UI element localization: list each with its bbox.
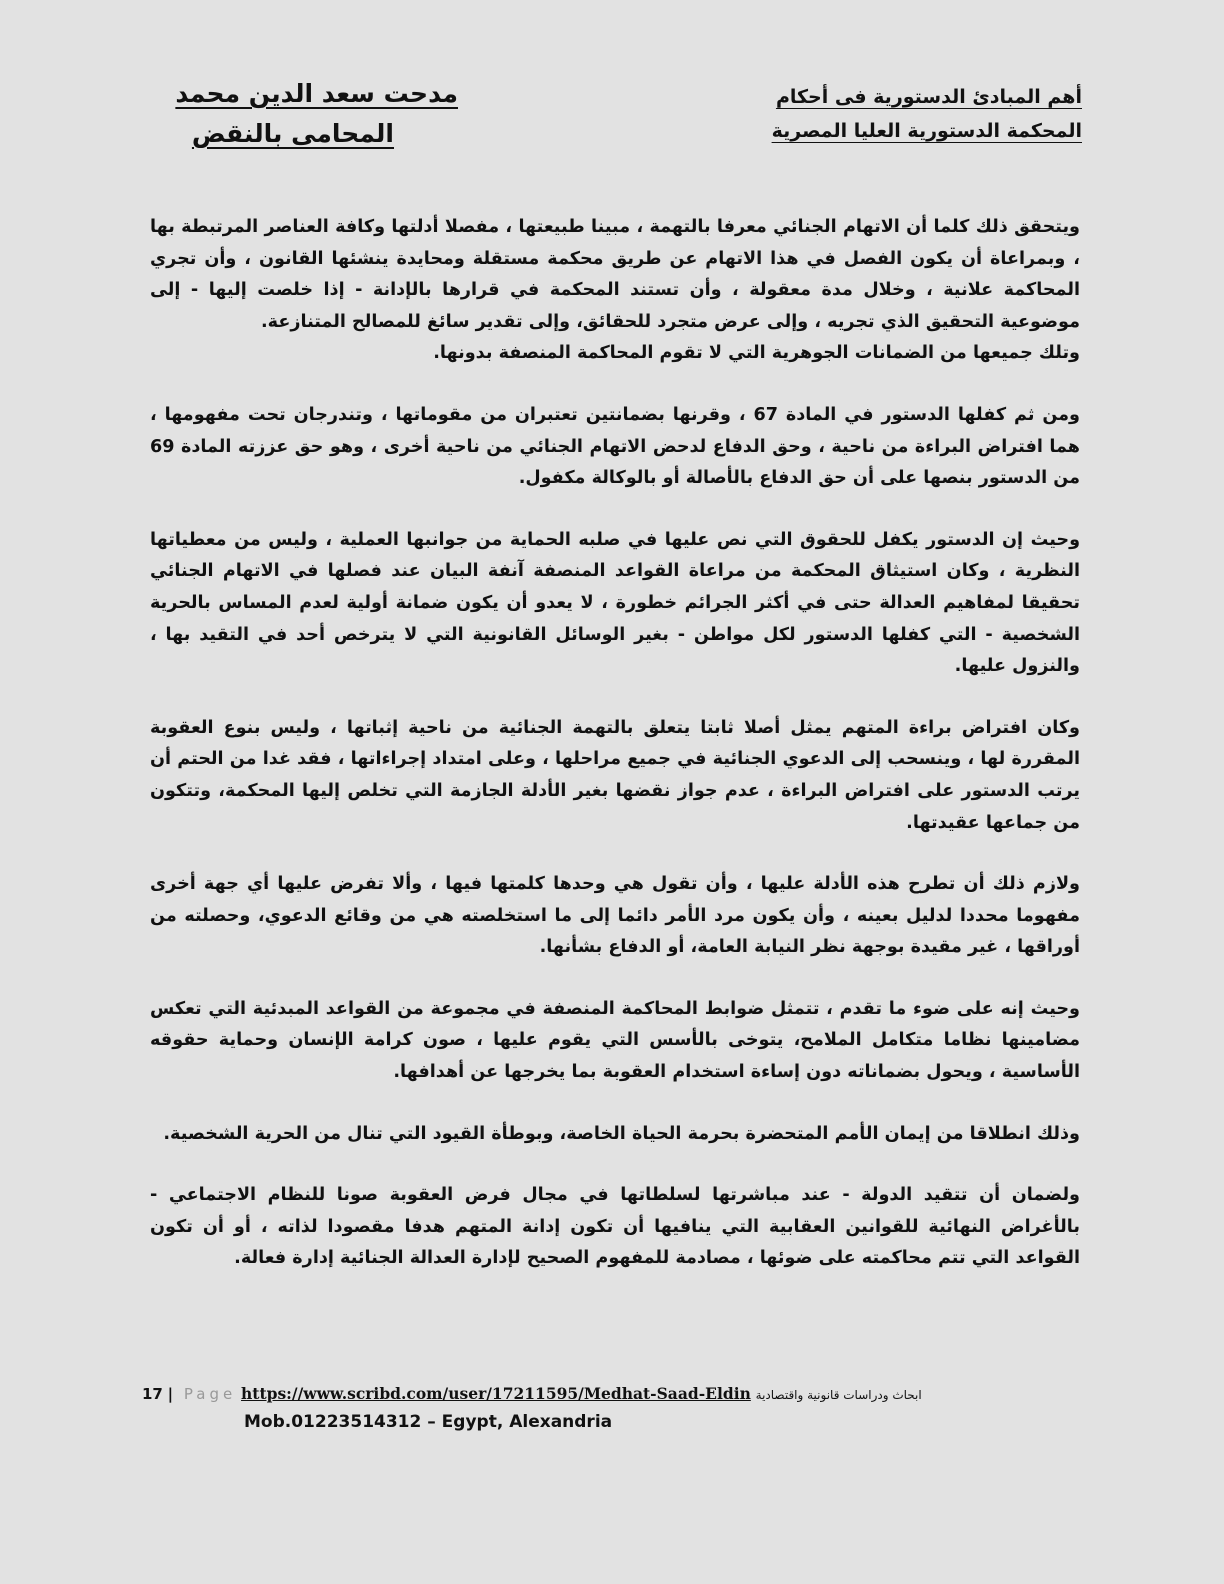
paragraph: ومن ثم كفلها الدستور في المادة 67 ، وقرنها بضمانتين تعتبران من مقوماتها ، وتندرجان تحت مفهومها ، هما افتراض البراءة من ناحية ، وحق الدفاع لدحض الاتهام الجنائي من ناحية أخرى ، وهو حق عززته المادة 69 من الدستور بنصها على أن حق الدفاع بالأصالة أو بالوكالة مكفول. <box>150 404 1080 489</box>
book-title-line2: المحكمة الدستورية العليا المصرية <box>771 120 1082 142</box>
author-name: مدحت سعد الدين محمد <box>175 79 458 108</box>
author-title: المحامى بالنقض <box>191 119 394 148</box>
page-number: 17 <box>142 1385 163 1403</box>
document-body <box>150 212 1080 1305</box>
paragraph: وحيث إنه على ضوء ما تقدم ، تتمثل ضوابط المحاكمة المنصفة في مجموعة من القواعد المبدئية التي تعكس مضامينها نظاما متكامل الملامح، يتوخى بالأسس التي يقوم عليها ، صون كرامة الإنسان وحماية حقوقه الأساسية ، ويحول بضماناته دون إساءة استخدام العقوبة بما يخرجها عن أهدافها. <box>150 998 1080 1083</box>
paragraph: وكان افتراض براءة المتهم يمثل أصلا ثابتا يتعلق بالتهمة الجنائية من ناحية إثباتها ، وليس بنوع العقوبة المقررة لها ، وينسحب إلى الدعوي الجنائية في جميع مراحلها ، وعلى امتداد إجراءاتها ، فقد غدا من الحتم أن يرتب الدستور على افتراض البراءة ، عدم جواز نقضها بغير الأدلة الجازمة التي تخلص إليها المحكمة، وتتكون من جماعها عقيدتها. <box>150 717 1080 833</box>
book-title-header <box>762 80 1082 148</box>
footer-contact: Mob.01223514312 – Egypt, Alexandria <box>244 1412 613 1432</box>
paragraph: ولازم ذلك أن تطرح هذه الأدلة عليها ، وأن تقول هي وحدها كلمتها فيها ، وألا تفرض عليها أي جهة أخرى مفهوما محددا لدليل بعينه ، وأن يكون مرد الأمر دائما إلى ما استخلصته هي من وقائع الدعوي، وحصلته من أوراقها ، غير مقيدة بوجهة نظر النيابة العامة، أو الدفاع بشأنها. <box>150 874 1080 958</box>
author-header <box>175 74 458 154</box>
paragraph: وذلك انطلاقا من إيمان الأمم المتحضرة بحرمة الحياة الخاصة، وبوطأة القيود التي تنال من الحرية الشخصية. <box>163 1123 1080 1144</box>
paragraph: وتلك جميعها من الضمانات الجوهرية التي لا تقوم المحاكمة المنصفة بدونها. <box>433 343 1080 364</box>
page-footer <box>142 1384 922 1403</box>
scribd-profile-link[interactable]: https://www.scribd.com/user/17211595/Medhat-Saad-Eldin <box>241 1384 751 1403</box>
footer-arabic-note: ابحاث ودراسات قانونية واقتصادية <box>755 1388 922 1402</box>
paragraph: ولضمان أن تتقيد الدولة - عند مباشرتها لسلطاتها في مجال فرض العقوبة صونا للنظام الاجتماعي - بالأغراض النهائية للقوانين العقابية التي ينافيها أن تكون إدانة المتهم هدفا مقصودا لذاته ، أو أن تكون القواعد التي تتم محاكمته على ضوئها ، مصادمة للمفهوم الصحيح لإدارة العدالة الجنائية إدارة فعالة. <box>150 1185 1080 1269</box>
paragraph: ويتحقق ذلك كلما أن الاتهام الجنائي معرفا بالتهمة ، مبينا طبيعتها ، مفصلا أدلتها وكافة العناصر المرتبطة بها ، وبمراعاة أن يكون الفصل في هذا الاتهام عن طريق محكمة مستقلة ومحايدة ينشئها القانون ، وأن تجري المحاكمة علانية ، وخلال مدة معقولة ، وأن تستند المحكمة في قرارها بالإدانة - إذا خلصت إليها - إلى موضوعية التحقيق الذي تجريه ، وإلى عرض متجرد للحقائق، وإلى تقدير سائغ للمصالح المتنازعة. <box>150 217 1080 332</box>
paragraph: وحيث إن الدستور يكفل للحقوق التي نص عليها في صلبه الحماية من جوانبها العملية ، وليس من معطياتها النظرية ، وكان استيثاق المحكمة من مراعاة القواعد المنصفة آنفة البيان عند فصلها في الاتهام الجنائي تحقيقا لمفاهيم العدالة حتى في أكثر الجرائم خطورة ، لا يعدو أن يكون ضمانة أولية لعدم المساس بالحرية الشخصية - التي كفلها الدستور لكل مواطن - بغير الوسائل القانونية التي لا يترخص أحد في التقيد بها ، والنزول عليها. <box>150 529 1080 677</box>
page-label: Page <box>183 1385 237 1403</box>
book-title-line1: أهم المبادئ الدستورية فى أحكام <box>775 86 1082 108</box>
footer-separator: | <box>167 1385 174 1403</box>
